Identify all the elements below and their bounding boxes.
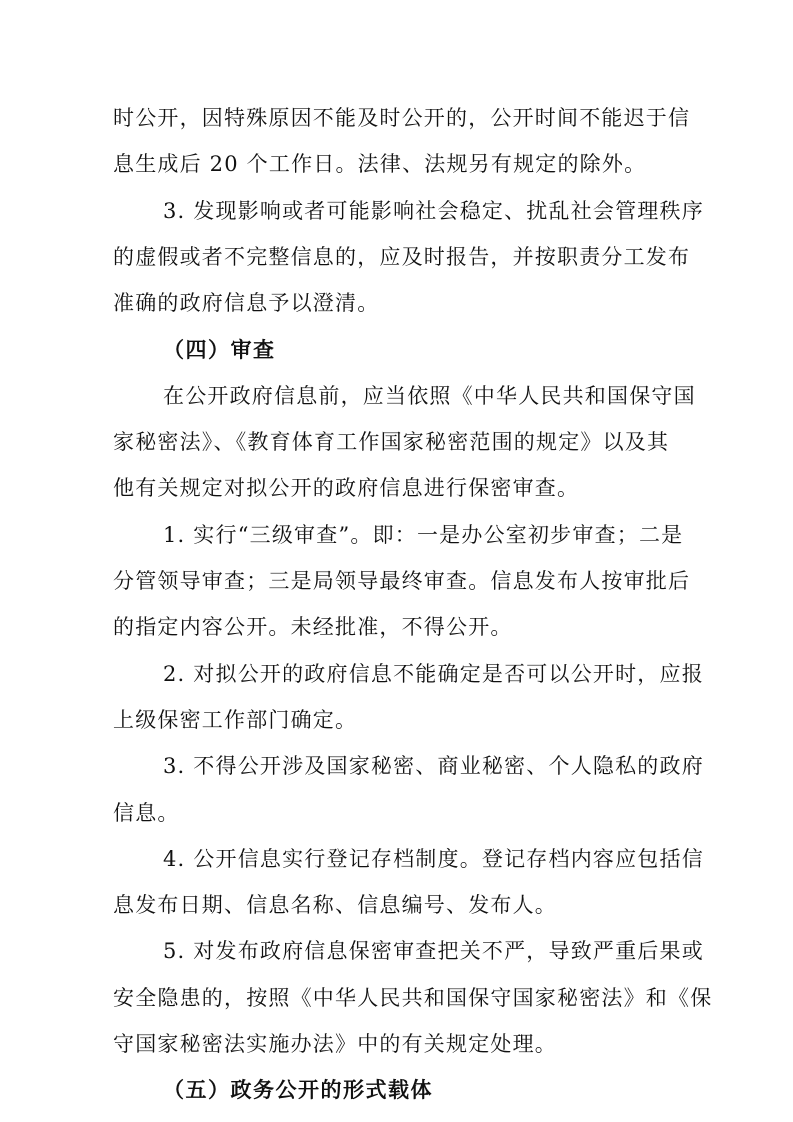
paragraph-line: 的指定内容公开。未经批准，不得公开。 <box>113 615 513 639</box>
paragraph-line: 3. 发现影响或者可能影响社会稳定、扰乱社会管理秩序 <box>163 199 704 223</box>
paragraph-line: 分管领导审查；三是局领导最终审查。信息发布人按审批后 <box>113 569 691 593</box>
paragraph-line: 5. 对发布政府信息保密审查把关不严，导致严重后果或 <box>163 939 704 963</box>
paragraph-line: 他有关规定对拟公开的政府信息进行保密审查。 <box>113 476 580 500</box>
paragraph-line: 息发布日期、信息名称、信息编号、发布人。 <box>113 893 557 917</box>
section-heading: （五）政务公开的形式载体 <box>163 1078 433 1102</box>
paragraph-line: 2. 对拟公开的政府信息不能确定是否可以公开时，应报 <box>163 662 704 686</box>
paragraph-line: 上级保密工作部门确定。 <box>113 708 358 732</box>
paragraph-line: 在公开政府信息前，应当依照《中华人民共和国保守国 <box>163 384 696 408</box>
paragraph-line: 准确的政府信息予以澄清。 <box>113 291 380 315</box>
paragraph-line: 守国家秘密法实施办法》中的有关规定处理。 <box>113 1032 557 1056</box>
paragraph-line: 3. 不得公开涉及国家秘密、商业秘密、个人隐私的政府 <box>163 754 704 778</box>
paragraph-line: 家秘密法》、《教育体育工作国家秘密范围的规定》以及其 <box>113 430 670 454</box>
paragraph-line: 的虚假或者不完整信息的，应及时报告，并按职责分工发布 <box>113 245 691 269</box>
paragraph-line: 4. 公开信息实行登记存档制度。登记存档内容应包括信 <box>163 847 704 871</box>
paragraph-line: 息生成后 20 个工作日。法律、法规另有规定的除外。 <box>113 152 647 176</box>
paragraph-line: 时公开，因特殊原因不能及时公开的，公开时间不能迟于信 <box>113 106 691 130</box>
paragraph-line: 安全隐患的，按照《中华人民共和国保守国家秘密法》和《保 <box>113 986 713 1010</box>
paragraph-line: 1. 实行“三级审查”。即：一是办公室初步审查；二是 <box>163 523 684 547</box>
section-heading: （四）审查 <box>163 338 276 362</box>
paragraph-line: 信息。 <box>113 801 180 825</box>
